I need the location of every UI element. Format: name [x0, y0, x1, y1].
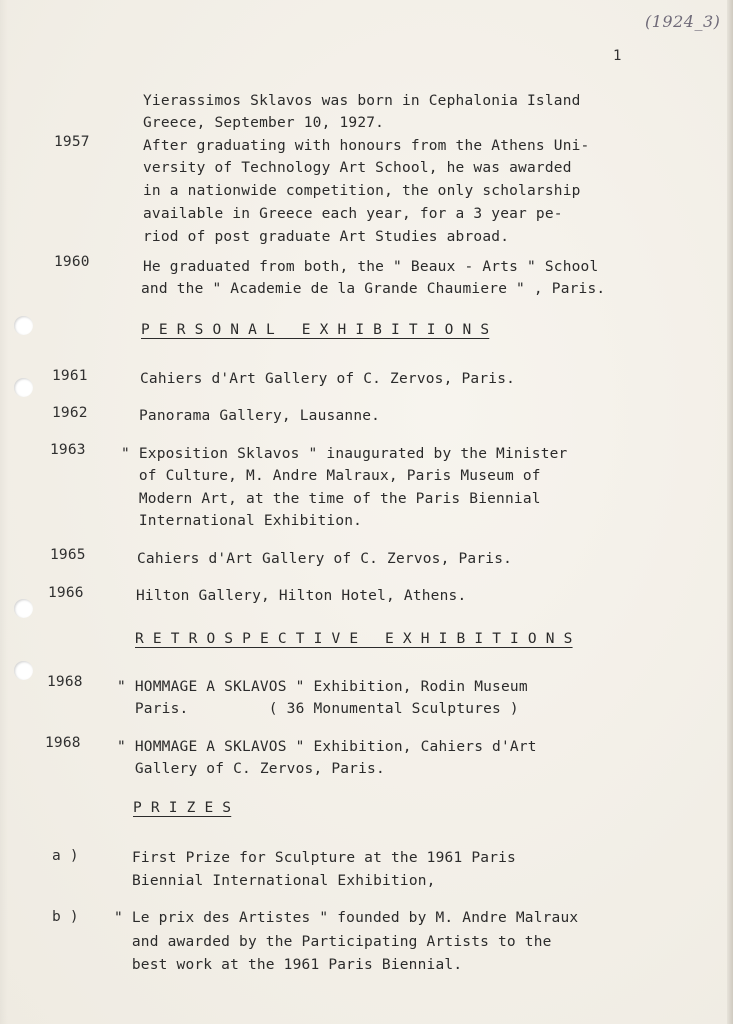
exhibition-year: 1966	[48, 585, 84, 601]
bio-line: versity of Technology Art School, he was awarded	[143, 160, 572, 176]
exhibition-line: Cahiers d'Art Gallery of C. Zervos, Paris.	[140, 371, 516, 387]
exhibition-year: 1963	[50, 442, 86, 458]
section-heading-retrospective-exhibitions: R E T R O S P E C T I V E E X H I B I T I O N S	[135, 631, 573, 647]
page-edge	[727, 0, 733, 1024]
exhibition-year: 1961	[52, 368, 88, 384]
prize-marker: b )	[52, 909, 79, 925]
exhibition-line: Hilton Gallery, Hilton Hotel, Athens.	[136, 588, 467, 604]
exhibition-year: 1965	[50, 547, 86, 563]
bio-line: and the " Academie de la Grande Chaumiere " , Paris.	[141, 281, 606, 297]
archive-reference: (1924_3)	[645, 12, 721, 31]
exhibition-year: 1968	[45, 735, 81, 751]
page-number: 1	[613, 48, 622, 64]
prize-line: Biennial International Exhibition,	[132, 873, 436, 889]
intro-line: Yierassimos Sklavos was born in Cephalonia Island	[143, 93, 581, 109]
prize-line: " Le prix des Artistes " founded by M. Andre Malraux	[114, 910, 579, 926]
exhibition-line: Gallery of C. Zervos, Paris.	[117, 761, 385, 777]
punch-hole	[14, 316, 33, 335]
bio-year: 1960	[54, 254, 90, 270]
punch-hole	[14, 661, 33, 680]
punch-hole	[14, 378, 33, 397]
exhibition-line: Cahiers d'Art Gallery of C. Zervos, Paris.	[137, 551, 513, 567]
punch-hole	[14, 599, 33, 618]
exhibition-line: Paris. ( 36 Monumental Sculptures )	[117, 701, 519, 717]
bio-line: available in Greece each year, for a 3 year pe-	[143, 206, 563, 222]
prize-line: First Prize for Sculpture at the 1961 Paris	[132, 850, 516, 866]
exhibition-line: of Culture, M. Andre Malraux, Paris Museum of	[121, 468, 541, 484]
exhibition-line: Modern Art, at the time of the Paris Biennial	[121, 491, 541, 507]
section-heading-personal-exhibitions: P E R S O N A L E X H I B I T I O N S	[141, 322, 490, 338]
section-heading-prizes: P R I Z E S	[133, 800, 232, 816]
prize-line: and awarded by the Participating Artists to the	[114, 934, 552, 950]
exhibition-year: 1962	[52, 405, 88, 421]
bio-line: He graduated from both, the " Beaux - Arts " School	[143, 259, 599, 275]
bio-year: 1957	[54, 134, 90, 150]
exhibition-line: " HOMMAGE A SKLAVOS " Exhibition, Cahiers d'Art	[117, 739, 537, 755]
bio-line: riod of post graduate Art Studies abroad.	[143, 229, 510, 245]
prize-marker: a )	[52, 848, 79, 864]
exhibition-line: International Exhibition.	[121, 513, 363, 529]
exhibition-line: " HOMMAGE A SKLAVOS " Exhibition, Rodin Museum	[117, 679, 528, 695]
prize-line: best work at the 1961 Paris Biennial.	[114, 957, 463, 973]
exhibition-line: Panorama Gallery, Lausanne.	[139, 408, 381, 424]
intro-line: Greece, September 10, 1927.	[143, 115, 385, 131]
exhibition-line: " Exposition Sklavos " inaugurated by the Minister	[121, 446, 568, 462]
bio-line: in a nationwide competition, the only scholarship	[143, 183, 581, 199]
bio-line: After graduating with honours from the Athens Uni-	[143, 138, 590, 154]
exhibition-year: 1968	[47, 674, 83, 690]
